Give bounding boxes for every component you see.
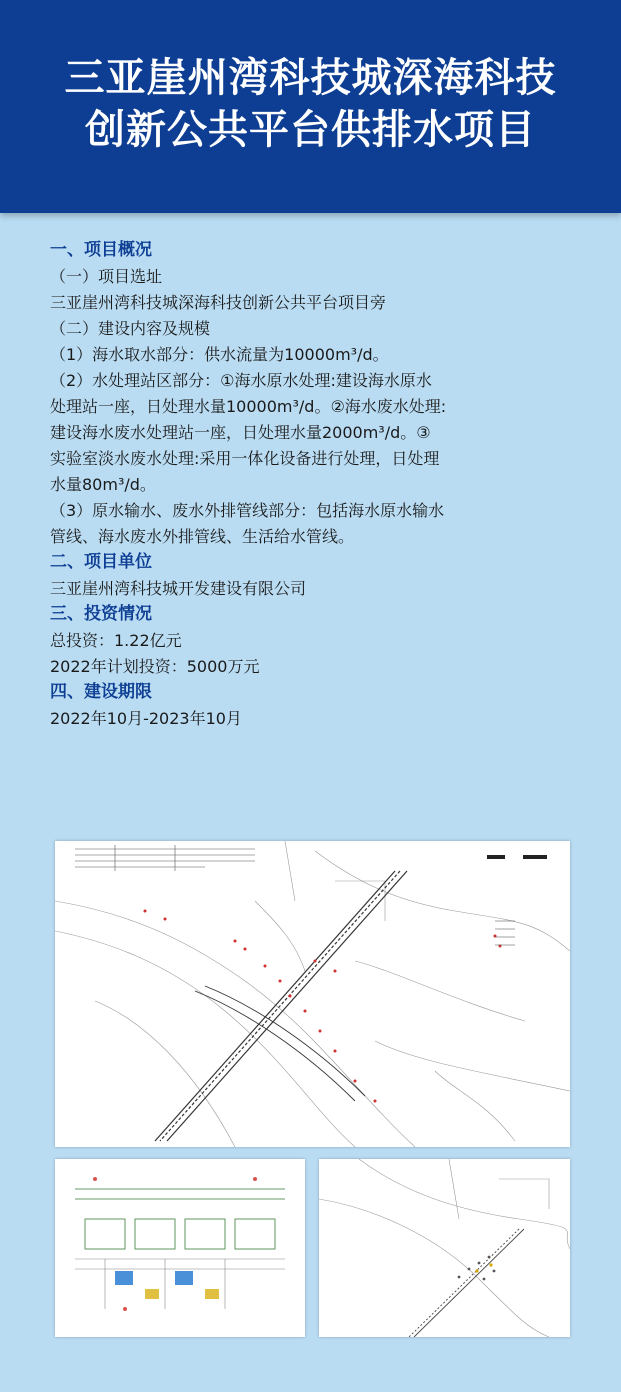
project-content [50, 238, 580, 732]
process-diagram-image [55, 1159, 305, 1337]
period-text: 2022年10月-2023年10月 [50, 709, 242, 728]
unit-text: 三亚崖州湾科技城开发建设有限公司 [50, 579, 307, 598]
site-heading: （一）项目选址 [50, 267, 163, 286]
site-text: 三亚崖州湾科技城深海科技创新公共平台项目旁 [50, 293, 387, 312]
scope-item-1: （1）海水取水部分：供水流量为10000m³/d。 [50, 345, 389, 364]
investment-2022: 2022年计划投资：5000万元 [50, 657, 260, 676]
process-drawing [55, 1159, 305, 1337]
scope-item-2-line-1: （2）水处理站区部分：①海水原水处理:建设海水原水 [50, 371, 432, 390]
scope-heading: （二）建设内容及规模 [50, 319, 211, 338]
heading-unit: 二、项目单位 [50, 552, 152, 572]
site-plan-drawing [55, 841, 570, 1147]
scope-item-3-line-2: 管线、海水废水外排管线、生活给水管线。 [50, 527, 355, 546]
location-drawing [319, 1159, 570, 1337]
investment-total: 总投资：1.22亿元 [50, 631, 182, 650]
title-line-1: 三亚崖州湾科技城深海科技 [64, 55, 557, 101]
scope-item-3-line-1: （3）原水输水、废水外排管线部分：包括海水原水输水 [50, 501, 445, 520]
heading-overview: 一、项目概况 [50, 240, 152, 260]
site-plan-image [55, 841, 570, 1147]
header-banner [0, 0, 621, 213]
title-line-2: 创新公共平台供排水项目 [85, 107, 536, 153]
location-plan-image [319, 1159, 570, 1337]
scope-item-2-line-4: 实验室淡水废水处理:采用一体化设备进行处理，日处理 [50, 449, 440, 468]
heading-investment: 三、投资情况 [50, 604, 152, 624]
heading-period: 四、建设期限 [50, 682, 152, 702]
scope-item-2-line-3: 建设海水废水处理站一座，日处理水量2000m³/d。③ [50, 423, 431, 442]
page-title [0, 52, 621, 156]
scope-item-2-line-2: 处理站一座，日处理水量10000m³/d。②海水废水处理: [50, 397, 447, 416]
scope-item-2-line-5: 水量80m³/d。 [50, 475, 156, 494]
